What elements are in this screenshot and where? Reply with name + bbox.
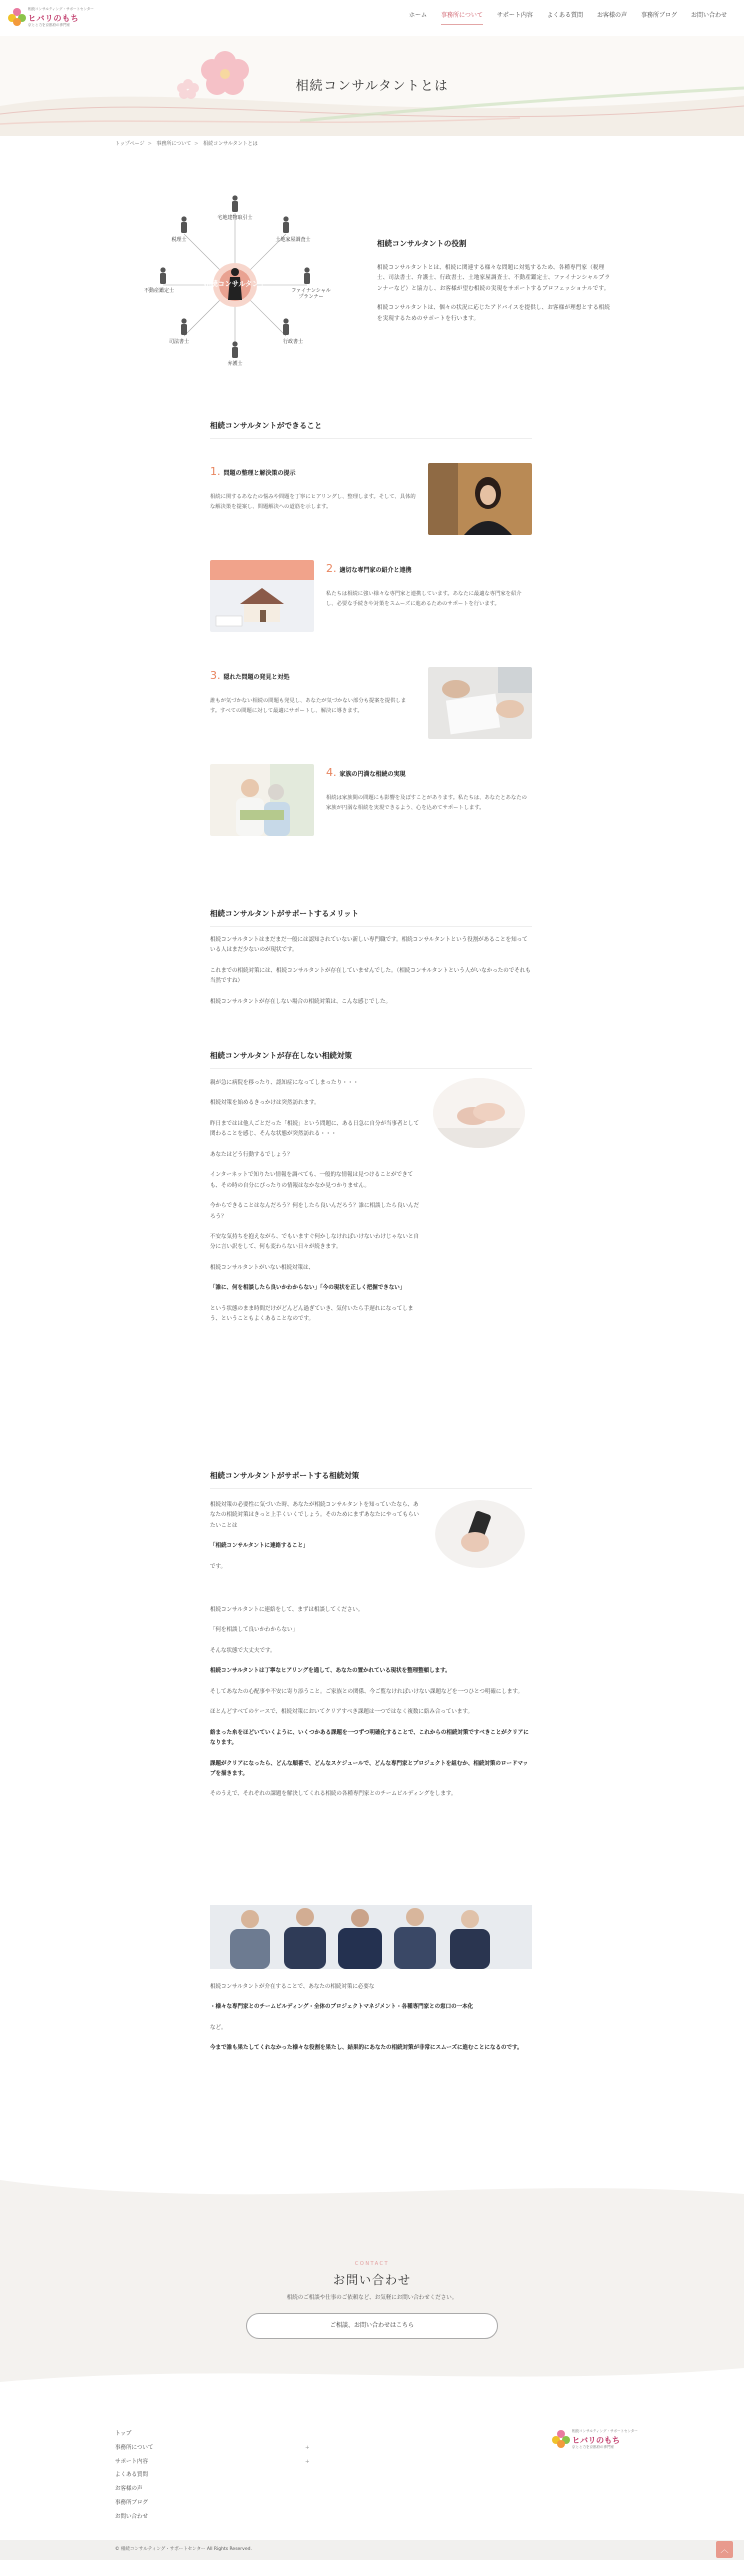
- support-paragraph: そのうえで、それぞれの課題を解決してくれる相続の各種専門家とのチームビルディングをします。: [210, 1791, 457, 1798]
- logo-name: ヒバリのもち: [28, 14, 79, 23]
- smartphone-photo: [435, 1500, 525, 1568]
- family-photo: [210, 764, 314, 836]
- nav-faq[interactable]: よくある質問: [546, 12, 583, 19]
- site-logo[interactable]: [8, 6, 94, 30]
- nav-home[interactable]: ホーム: [409, 12, 428, 19]
- back-to-top-button[interactable]: ︿: [716, 2541, 733, 2558]
- hands-holding-photo: [433, 1078, 525, 1148]
- support-conclusion: [210, 1982, 532, 2064]
- merit-paragraph: 相続コンサルタントはまだまだ一般には認知されていない新しい専門職です。相続コンサルタントという役割があることを知っている人はまだ少ないのが現状です。: [210, 937, 528, 954]
- breadcrumb-home[interactable]: トップページ: [115, 141, 145, 147]
- page-hero: [0, 36, 744, 136]
- support-paragraph: 相続対策の必要性に気づいた時、あなたが相続コンサルタントを知っていたなら、あなたの相続対策はきっと上手くいくでしょう。そのためにまずあなたにやってもらいたいことは: [210, 1502, 420, 1529]
- without-paragraph: インターネットで知りたい情報を調べても、一般的な情報は見つけることができても、その時の自分にぴったりの情報はなかなか見つかりません。: [210, 1172, 414, 1189]
- role-label-financial-planner: ファイナンシャルプランナー: [291, 288, 331, 300]
- breadcrumb: トップページ > 事務所について > 相続コンサルタントとは: [115, 141, 258, 147]
- support-paragraph-emphasis: 課題がクリアになったら、どんな順番で、どんなスケジュールで、どんな専門家とプロジェクトを組むか、相続対策のロードマップを描きます。: [210, 1760, 529, 1777]
- support-paragraph: ほとんどすべてのケースで、相続対策においてクリアすべき課題は一つではなく複数に絡み合っています。: [210, 1709, 473, 1716]
- logo-flower-icon: [552, 2430, 570, 2448]
- merit-paragraph: これまでの相続対策には、相続コンサルタントが存在していませんでした。（相続コンサルタントという人がいなかったのでそれも当然ですね）: [210, 967, 531, 985]
- merit-paragraph: 相続コンサルタントが存在しない場合の相続対策は、こんな感じでした。: [210, 998, 392, 1005]
- contact-title: お問い合わせ: [332, 2273, 411, 2287]
- footer-expand-icon[interactable]: +: [305, 2445, 310, 2451]
- role-label-land-surveyor: 土地家屋調査士: [275, 237, 311, 243]
- support-paragraph: そんな状態で大丈夫です。: [210, 1647, 276, 1654]
- footer-expand-icon[interactable]: +: [305, 2459, 310, 2465]
- support-paragraph: です。: [210, 1563, 227, 1570]
- nav-support[interactable]: サポート内容: [496, 12, 533, 19]
- support-paragraph: そしてあなたの心配事や不安に寄り添うこと。ご家族との関係、今ご覧なければいけない課題などを一つひとつ明確にします。: [210, 1688, 523, 1695]
- footer-link-voice[interactable]: お客様の声: [115, 2486, 143, 2493]
- footer-logo[interactable]: [552, 2428, 638, 2452]
- item-description: 誰もが気づかない相続の問題も発見し、あなたが気づかない部分も提案を提供します。すべての問題に対して最適にサポートし、解決に導きます。: [210, 697, 406, 714]
- item-title: 適切な専門家の紹介と連携: [339, 567, 412, 574]
- item-title: 家族の円満な相続の実現: [339, 771, 406, 778]
- can-do-item-3: [210, 667, 532, 739]
- role-title: 相続コンサルタントの役割: [377, 239, 467, 248]
- logo-tagline: 相続コンサルティング・サポートセンター: [572, 2429, 638, 2433]
- role-label-tax-accountant: 税理士: [171, 237, 187, 243]
- role-label-lawyer: 弁護士: [227, 361, 243, 367]
- footer-link-contact[interactable]: お問い合わせ: [115, 2513, 149, 2520]
- consultant-network-diagram: [135, 185, 335, 385]
- role-paragraph-2: 相続コンサルタントは、個々の状況に応じたアドバイスを提供し、お客様が理想とする相続を実現するためのサポートを行います。: [377, 305, 611, 322]
- item-title: 問題の整理と解決策の提示: [223, 470, 296, 477]
- global-nav: [402, 11, 734, 21]
- role-label-real-estate-broker: 宅地建物取引士: [217, 215, 253, 221]
- house-model-photo: [210, 560, 314, 632]
- logo-tagline: 相続コンサルティング・サポートセンター: [28, 7, 94, 11]
- team-photo: [210, 1905, 532, 1969]
- without-paragraph: 不安な気持ちを抱えながら、でもいますぐ何かしなければいけないわけじゃないと自分に言い訳をして、何も変わらない日々が続きます。: [210, 1233, 420, 1251]
- can-do-item-4: [210, 764, 532, 836]
- support-list: ・様々な専門家とのチームビルディング・全体のプロジェクトマネジメント・各種専門家との窓口の一本化: [210, 2004, 474, 2011]
- support-paragraph-emphasis: 今まで誰も果たしてくれなかった様々な役割を果たし、結果的にあなたの相続対策が非常にスムーズに進むことになるのです。: [210, 2045, 523, 2052]
- copyright-bar: [0, 2540, 744, 2560]
- role-label-real-estate-appraiser: 不動産鑑定士: [143, 288, 175, 294]
- support-paragraph-emphasis: 絡まった糸をほどいていくように、いくつかある課題を一つずつ明確化することで、これからの相続対策ですべきことがクリアになります。: [210, 1729, 529, 1747]
- item-number: 3.: [210, 669, 221, 682]
- nav-blog[interactable]: 事務所ブログ: [640, 12, 677, 19]
- logo-sub: 京とと力を京都府の専門家: [28, 23, 70, 27]
- item-title: 隠れた問題の発見と対処: [223, 674, 290, 681]
- merit-heading: 相続コンサルタントがサポートするメリット: [210, 908, 532, 927]
- contact-lead: 相続のご相談や仕事のご依頼など、お気軽にお問い合わせください。: [286, 2295, 458, 2301]
- support-body: [210, 1605, 532, 1810]
- item-number: 4.: [326, 766, 337, 779]
- document-review-photo: [428, 667, 532, 739]
- nav-voice[interactable]: お客様の声: [596, 12, 627, 19]
- footer-nav: [115, 2428, 153, 2525]
- without-paragraph: 昨日まではは他人ごとだった「相続」という問題に、ある日急に自分が当事者として関わることを感じ、そんな状態が突然訪れる・・・: [210, 1120, 420, 1138]
- contact-label-en: CONTACT: [354, 2261, 390, 2267]
- without-paragraph: 親が急に病院を移ったり、認知症になってしまったり・・・: [210, 1080, 359, 1086]
- without-paragraph-emphasis: 「誰に、何を相談したら良いかわからない」「今の現状を正しく把握できない」: [210, 1285, 406, 1292]
- logo-name: ヒバリのもち: [572, 2436, 620, 2445]
- footer-link-blog[interactable]: 事務所ブログ: [115, 2499, 149, 2506]
- can-do-item-2: [210, 560, 532, 632]
- logo-sub: 京とと力を京都府の専門家: [572, 2445, 614, 2449]
- support-intro: [210, 1500, 420, 1582]
- support-heading: 相続コンサルタントがサポートする相続対策: [210, 1470, 532, 1489]
- can-do-item-1: [210, 463, 532, 535]
- contact-wave-bottom: [0, 2360, 744, 2390]
- logo-flower-icon: [8, 8, 26, 26]
- without-paragraph: という状態のまま時間だけがどんどん過ぎていき、気付いたら手遅れになってしまう、ということもよくあることなのです。: [210, 1305, 414, 1323]
- role-label-judicial-scrivener: 司法書士: [168, 339, 190, 345]
- without-heading: 相続コンサルタントが存在しない相続対策: [210, 1050, 532, 1069]
- item-description: 相続に関するあなたの悩みや問題を丁寧にヒアリングし、整理します。そして、具体的な解決策を提案し、問題解決への道筋を示します。: [210, 493, 416, 510]
- breadcrumb-current: 相続コンサルタントとは: [203, 141, 258, 147]
- footer-link-support[interactable]: サポート内容: [115, 2458, 149, 2465]
- support-paragraph-emphasis: 「相続コンサルタントに連絡すること」: [210, 1543, 309, 1550]
- support-paragraph: 相続コンサルタントに連絡をして、まずは相談してください。: [210, 1607, 364, 1613]
- without-paragraph: あなたはどう行動するでしょう？: [210, 1151, 293, 1158]
- nav-contact[interactable]: お問い合わせ: [690, 12, 727, 19]
- role-paragraph-1: 相続コンサルタントとは、相続に関連する様々な問題に対処するため、各種専門家（税理士、司法書士、弁護士、行政書士、土地家屋調査士、不動産鑑定士、ファイナンシャルプランナーなど）と協力し、お客様が望む相続の実現をサポートするプロフェッショナルです。: [377, 264, 611, 292]
- nav-about[interactable]: 事務所について: [434, 11, 490, 21]
- without-paragraph: 相続コンサルタントがいない相続対策は、: [210, 1264, 315, 1271]
- site-header: [0, 0, 744, 36]
- contact-button[interactable]: ご相談、お問い合わせはこちら: [246, 2313, 498, 2339]
- consultant-woman-photo: [428, 463, 532, 535]
- support-paragraph: 「何を相談して良いかわからない」: [210, 1627, 299, 1634]
- role-label-administrative-scrivener: 行政書士: [282, 339, 304, 345]
- contact-wave-top: [0, 2174, 744, 2204]
- footer-link-top[interactable]: トップ: [115, 2431, 132, 2437]
- diagram-center-label: 相続コンサルタント: [203, 280, 267, 289]
- contact-section: [0, 2180, 744, 2385]
- without-text: [210, 1078, 420, 1335]
- item-number: 1.: [210, 465, 221, 478]
- support-paragraph: 相続コンサルタントが介在することで、あなたの相続対策に必要な: [210, 1984, 375, 1990]
- merit-text: [210, 935, 532, 1017]
- role-description: [377, 238, 612, 333]
- item-description: 私たちは相続に強い様々な専門家と連携しています。あなたに最適な専門家を紹介し、必要な手続きや対策をスムーズに進めるためのサポートを行います。: [326, 590, 522, 607]
- support-paragraph: など。: [210, 2024, 227, 2031]
- footer-link-about[interactable]: 事務所について: [115, 2444, 154, 2451]
- without-paragraph: 今からできることはなんだろう？何をしたら良いんだろう？誰に相談したら良いんだろう？: [210, 1203, 419, 1220]
- breadcrumb-about[interactable]: 事務所について: [156, 141, 192, 147]
- footer-link-faq[interactable]: よくある質問: [115, 2472, 149, 2479]
- copyright-text: © 相続コンサルティング・サポートセンター All Rights Reserved.: [115, 2547, 252, 2552]
- support-paragraph-emphasis: 相続コンサルタントは丁寧なヒアリングを通して、あなたの置かれている現状を整理整頓します。: [210, 1668, 451, 1675]
- page-title: 相続コンサルタントとは: [295, 79, 449, 94]
- can-do-heading: 相続コンサルタントができること: [210, 420, 532, 439]
- item-number: 2.: [326, 562, 337, 575]
- item-description: 相続は家族間の問題にも影響を及ぼすことがあります。私たちは、あなたとあなたの家族が円満な相続を実現できるよう、心を込めてサポートします。: [326, 794, 527, 811]
- without-paragraph: 相続対策を始めるきっかけは突然訪れます。: [210, 1100, 320, 1107]
